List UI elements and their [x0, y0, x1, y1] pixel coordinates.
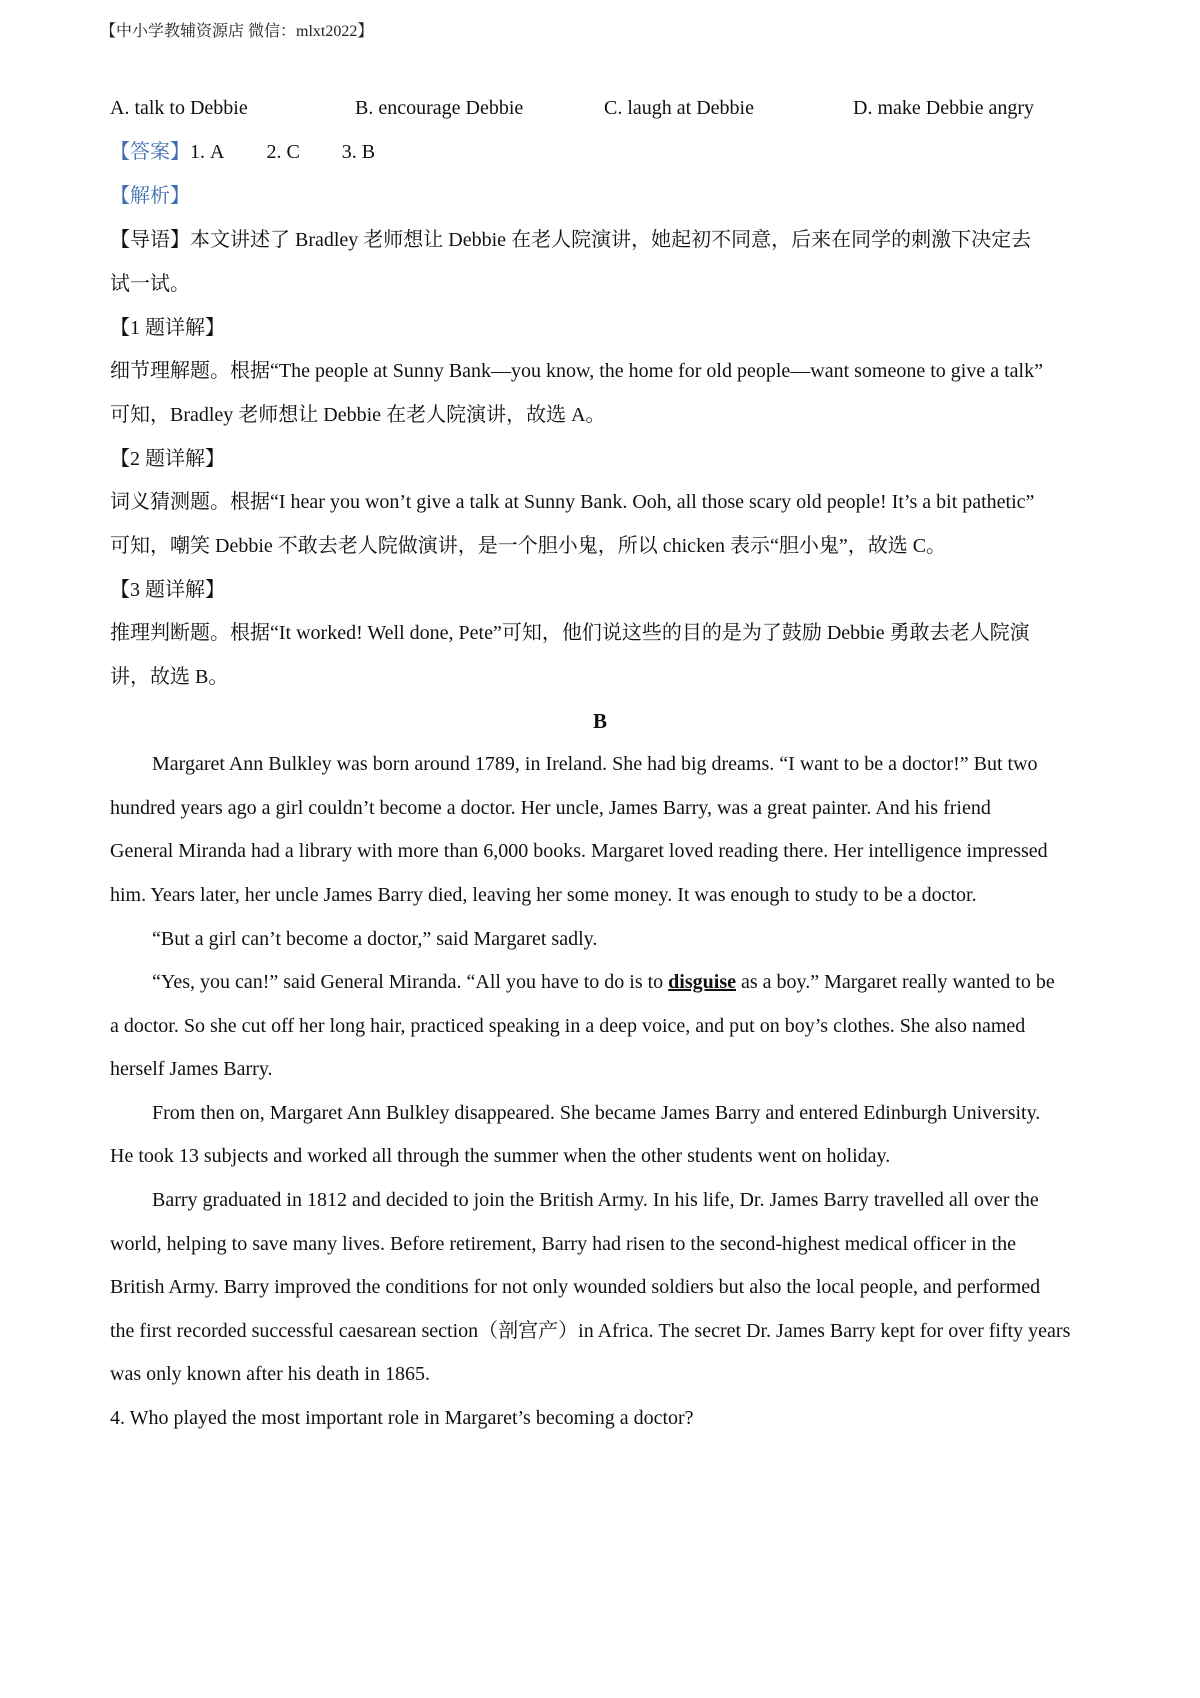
intro-line-1: 【导语】本文讲述了 Bradley 老师想让 Debbie 在老人院演讲，她起初不同意，后来在同学的刺激下决定去: [110, 229, 1032, 251]
q1-line-1: 细节理解题。根据“The people at Sunny Bank—you know, the home for old people—want someone to give a talk”: [110, 360, 1043, 382]
passage-p4-line-2: He took 13 subjects and worked all through the summer when the other students went on holiday.: [110, 1145, 891, 1167]
answer-line: [110, 138, 1100, 166]
keyword-disguise: disguise: [668, 971, 736, 993]
answer-options: [110, 94, 1100, 122]
q2-title: 【2 题详解】: [110, 448, 225, 470]
q2-line-1: 词义猜测题。根据“I hear you won’t give a talk at Sunny Bank. Ooh, all those scary old people! It’s a bit pathetic”: [110, 491, 1035, 513]
q3-line-1: 推理判断题。根据“It worked! Well done, Pete”可知，他们说这些的目的是为了鼓励 Debbie 勇敢去老人院演: [110, 622, 1030, 644]
section-title: B: [592, 709, 607, 733]
passage-p3-after: as a boy.” Margaret really wanted to be: [735, 971, 1055, 993]
passage-p1-line-3: General Miranda had a library with more than 6,000 books. Margaret loved reading there. Her intelligence impressed: [110, 840, 1048, 862]
passage-p5-line-2: world, helping to save many lives. Before retirement, Barry had risen to the second-highest medical officer in the: [110, 1233, 1017, 1255]
answer-1: 1. A: [190, 141, 225, 163]
passage-p1-line-1: Margaret Ann Bulkley was born around 1789, in Ireland. She had big dreams. “I want to be a doctor!” But two: [152, 753, 1038, 775]
option-c: C. laugh at Debbie: [604, 97, 754, 119]
passage-p5-line-3: British Army. Barry improved the conditions for not only wounded soldiers but also the local people, and performed: [110, 1276, 1041, 1298]
intro-line-2: 试一试。: [110, 273, 190, 295]
q1-title: 【1 题详解】: [110, 317, 225, 339]
q1-line-2: 可知，Bradley 老师想让 Debbie 在老人院演讲，故选 A。: [110, 404, 606, 426]
analysis-label: 【解析】: [110, 185, 190, 207]
passage-p5-line-4: the first recorded successful caesarean section（剖宫产）in Africa. The secret Dr. James Barry kept for over fifty years: [110, 1320, 1071, 1342]
passage-p1-line-2: hundred years ago a girl couldn’t become a doctor. Her uncle, James Barry, was a great painter. And his friend: [110, 797, 991, 819]
passage-p3-before: “Yes, you can!” said General Miranda. “All you have to do is to: [152, 971, 669, 993]
q2-line-2: 可知，嘲笑 Debbie 不敢去老人院做演讲，是一个胆小鬼，所以 chicken 表示“胆小鬼”，故选 C。: [110, 535, 947, 557]
option-a: A. talk to Debbie: [110, 97, 248, 119]
option-b: B. encourage Debbie: [355, 97, 524, 119]
option-d: D. make Debbie angry: [853, 97, 1035, 119]
q3-title: 【3 题详解】: [110, 579, 225, 601]
passage-p2: “But a girl can’t become a doctor,” said Margaret sadly.: [152, 928, 598, 950]
answer-2: 2. C: [266, 141, 300, 163]
answer-3: 3. B: [341, 141, 376, 163]
passage-p5-line-1: Barry graduated in 1812 and decided to join the British Army. In his life, Dr. James Barry travelled all over the: [152, 1189, 1039, 1211]
passage-p3-line-2: a doctor. So she cut off her long hair, practiced speaking in a deep voice, and put on boy’s clothes. She also named: [110, 1015, 1026, 1037]
passage-p3-line-1: [152, 968, 1100, 996]
source-header: 【中小学教辅资源店 微信：mlxt2022】: [100, 23, 374, 40]
answer-label: 【答案】: [110, 141, 190, 163]
passage-p4-line-1: From then on, Margaret Ann Bulkley disappeared. She became James Barry and entered Edinburgh University.: [152, 1102, 1041, 1124]
passage-p5-line-5: was only known after his death in 1865.: [110, 1363, 430, 1385]
passage-p3-line-3: herself James Barry.: [110, 1058, 273, 1080]
question-4: 4. Who played the most important role in Margaret’s becoming a doctor?: [110, 1407, 694, 1429]
passage-p1-line-4: him. Years later, her uncle James Barry died, leaving her some money. It was enough to study to be a doctor.: [110, 884, 977, 906]
q3-line-2: 讲，故选 B。: [110, 666, 229, 688]
